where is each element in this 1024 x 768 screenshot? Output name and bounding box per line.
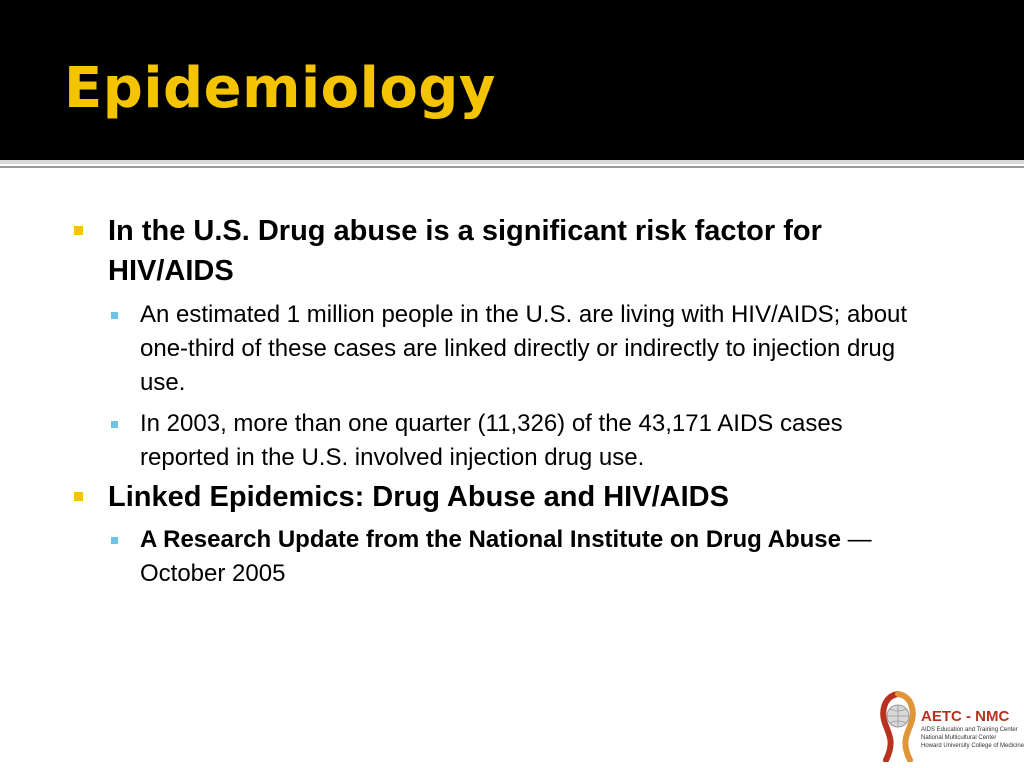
bullet-square-icon xyxy=(74,226,83,235)
logo-line-1: AIDS Education and Training Center xyxy=(921,727,1018,733)
bullet-square-icon xyxy=(74,492,83,501)
bullet-1-text: In the U.S. Drug abuse is a significant risk factor for HIV/AIDS xyxy=(108,215,822,287)
sub-bullet-2-1-text xyxy=(140,523,930,591)
sub-bullet-1-1-text: An estimated 1 million people in the U.S. are living with HIV/AIDS; about one-third of these cases are linked directly or indirectly to injection drug use. xyxy=(140,301,908,396)
bullet-2-text: Linked Epidemics: Drug Abuse and HIV/AIDS xyxy=(108,481,729,513)
source-title: A Research Update from the National Institute on Drug Abuse xyxy=(140,526,841,553)
logo-line-2: National Multicultural Center xyxy=(921,735,997,741)
aetc-nmc-logo xyxy=(876,690,1024,762)
sub-bullet-square-icon xyxy=(111,537,118,544)
source-date: — October 2005 xyxy=(140,526,872,587)
title-divider-dark xyxy=(0,166,1024,168)
title-band xyxy=(0,0,1024,160)
logo-title: AETC - NMC xyxy=(921,708,1010,725)
slide-title: Epidemiology xyxy=(64,56,496,121)
title-divider-light xyxy=(0,160,1024,164)
sub-bullet-square-icon xyxy=(111,421,118,428)
sub-bullet-1-2-text: In 2003, more than one quarter (11,326) of the 43,171 AIDS cases reported in the U.S. involved injection drug use. xyxy=(140,410,843,471)
sub-bullet-square-icon xyxy=(111,312,118,319)
red-ribbon-globe-icon xyxy=(876,690,920,762)
logo-line-3: Howard University College of Medicine xyxy=(921,743,1024,749)
